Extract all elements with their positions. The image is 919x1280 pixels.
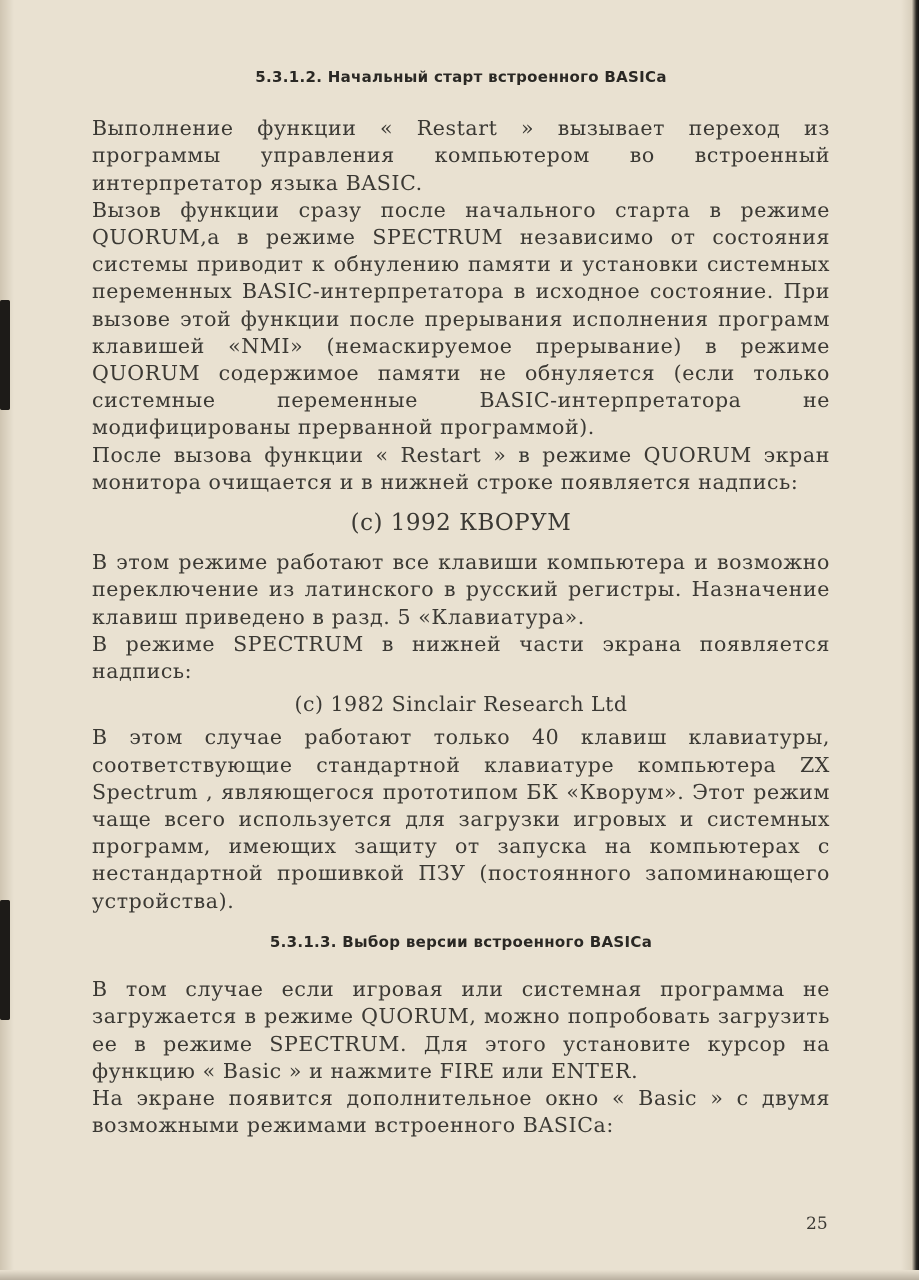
page-number: 25: [806, 1214, 828, 1234]
spectrum-banner-text: (c) 1982 Sinclair Research Ltd: [294, 692, 628, 717]
paragraph-restart-quorum-screen: После вызова функции « Restart » в режиме QUORUM экран монитора очищается и в нижней строке появляется надпись:: [92, 442, 830, 494]
quorum-banner-text: (c) 1992 КВОРУМ: [350, 510, 572, 537]
paragraph-restart-intro: Выполнение функции « Restart » вызывает переход из программы управления компьютером во встроенный интерпретатор языка BASIC.: [92, 116, 830, 195]
paragraph-spectrum-keys: В этом случае работают только 40 клавиш клавиатуры, соответствующие стандартной клавиатуре компьютера ZX Spectrum , являющегося прототипом БК «Кворум». Этот режим чаще всего используется для загрузки игровых и системных программ, имеющих защиту от запуска на компьютерах с нестандартной прошивкой ПЗУ (постоянного запоминающего устройства).: [92, 725, 830, 913]
section-heading-5-3-1-2: 5.3.1.2. Начальный старт встроенного BASICа: [255, 68, 667, 86]
binding-staple-top: [0, 300, 10, 410]
section-heading-5-3-1-3: 5.3.1.3. Выбор версии встроенного BASICа: [269, 932, 653, 951]
page-content: [92, 64, 830, 1139]
binding-staple-bottom: [0, 900, 10, 1020]
paragraph-quorum-keys: В этом режиме работают все клавиши компьютера и возможно переключение из латинского в русский регистры. Назначение клавиш приведено в разд. 5 «Клавиатура».: [92, 550, 830, 629]
paragraph-restart-modes: Вызов функции сразу после начального старта в режиме QUORUM,а в режиме SPECTRUM независимо от состояния системы приводит к обнулению памяти и установки системных переменных BASIC-интерпретатора в исходное состояние. При вызове этой функции после прерывания исполнения программ клавишей «NMI» (немаскируемое прерывание) в режиме QUORUM содержимое памяти не обнуляется (если только системные переменные BASIC-интерпретатора не модифицированы прерванной программой).: [92, 197, 830, 440]
page-edge-right: [901, 0, 919, 1280]
page-edge-bottom: [0, 1270, 919, 1280]
paragraph-basic-version: В том случае если игровая или системная программа не загружается в режиме QUORUM, можно попробовать загрузить ее в режиме SPECTRUM. Для этого установите курсор на функцию « Basic » и нажмите FIRE или ENTER.: [92, 977, 830, 1083]
page-edge-left: [0, 0, 14, 1280]
paragraph-basic-window: На экране появится дополнительное окно « Basic » с двумя возможными режимами встроенного BASICа:: [92, 1085, 830, 1138]
paragraph-spectrum-screen: В режиме SPECTRUM в нижней части экрана появляется надпись:: [92, 631, 830, 684]
